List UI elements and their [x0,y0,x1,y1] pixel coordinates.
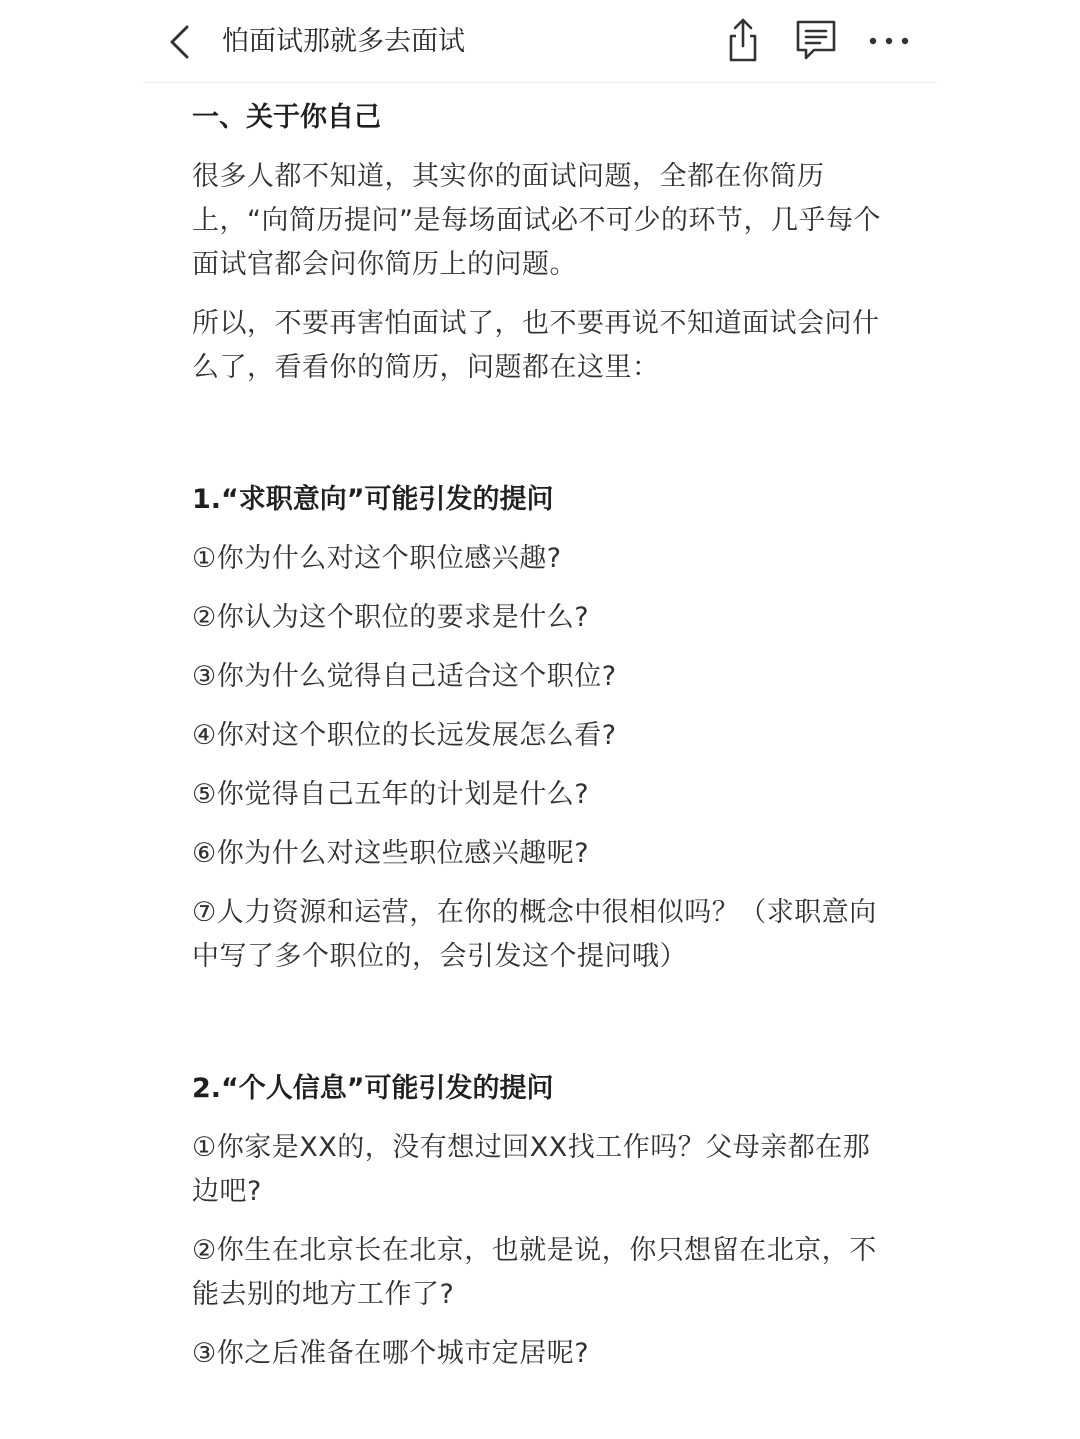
comment-icon [792,16,840,64]
section1-item-2: ②你认为这个职位的要求是什么? [192,602,590,633]
section2-item-1: ①你家是XX的，没有想过回XX找工作吗？父母亲都在那边吧? [192,1132,871,1207]
page-title: 怕面试那就多去面试 [222,26,465,57]
section1-item-7: ⑦人力资源和运营，在你的概念中很相似吗？（求职意向中写了多个职位的，会引发这个提问哦） [192,897,877,972]
back-button[interactable] [163,22,199,62]
article-body [192,96,882,1376]
section2-item-3: ③你之后准备在哪个城市定居呢? [192,1338,590,1369]
more-options-button[interactable] [865,16,913,64]
intro-paragraph-2: 所以，不要再害怕面试了，也不要再说不知道面试会问什么了，看看你的简历，问题都在这里： [192,308,880,383]
share-icon [719,16,767,64]
section1-item-3: ③你为什么觉得自己适合这个职位? [192,661,617,692]
section1-item-6: ⑥你为什么对这些职位感兴趣呢? [192,838,590,869]
comment-button[interactable] [792,16,840,64]
section1-heading: 1.“求职意向”可能引发的提问 [192,484,554,515]
intro-paragraph-1: 很多人都不知道，其实你的面试问题，全都在你简历上，“向简历提问”是每场面试必不可少的环节，几乎每个面试官都会问你简历上的问题。 [192,161,881,280]
back-icon [163,22,199,62]
section-heading-about-you: 一、关于你自己 [192,102,381,133]
section1-item-5: ⑤你觉得自己五年的计划是什么? [192,779,590,810]
top-nav-bar [143,0,937,83]
share-button[interactable] [719,16,767,64]
section2-item-2: ②你生在北京长在北京，也就是说，你只想留在北京，不能去别的地方工作了? [192,1235,877,1310]
section2-heading: 2.“个人信息”可能引发的提问 [192,1073,554,1104]
section1-item-1: ①你为什么对这个职位感兴趣? [192,543,562,574]
section1-item-4: ④你对这个职位的长远发展怎么看? [192,720,617,751]
more-icon [865,16,913,64]
